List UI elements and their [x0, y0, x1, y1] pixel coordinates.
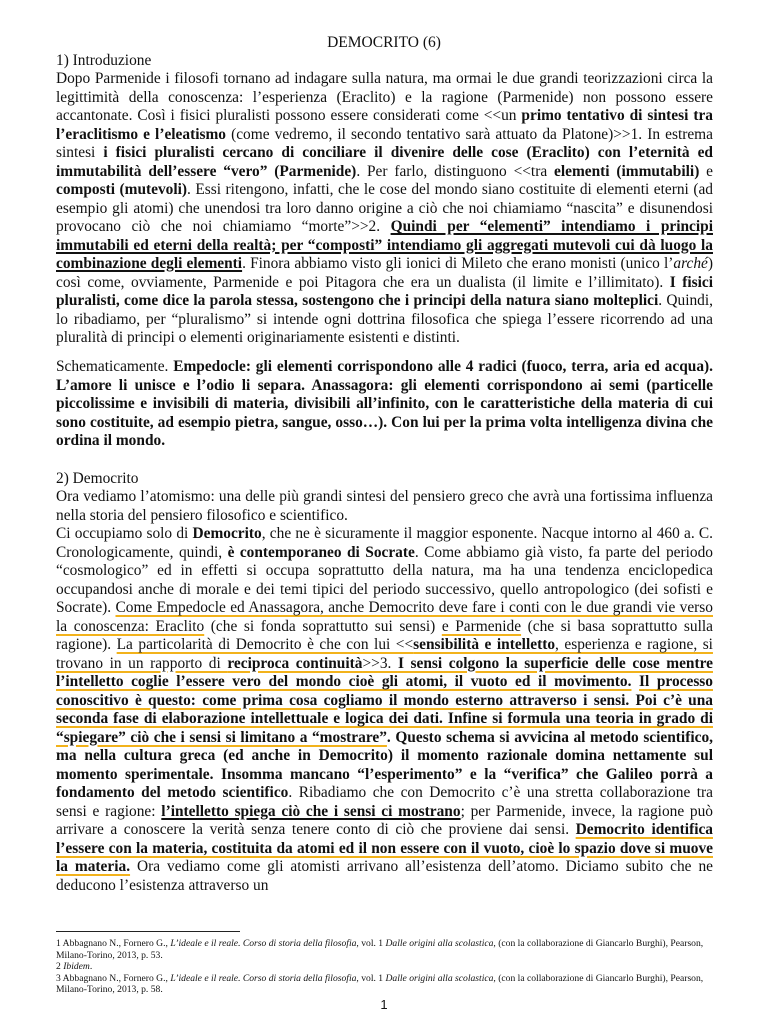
text-run: è contemporaneo di Socrate	[227, 543, 415, 561]
text-run: , (con la collaborazione di Giancarlo Burghi), Pearson, Milano-Torino, 2013, p. 53.	[56, 938, 704, 961]
text-run: . Come abbiamo già visto, fa parte del periodo “cosmologico” ed in effetti si occupa soprattutto della natura, ma ha una tendenza enciclopedica occupandosi anche di morale e dei temi tipici del periodo successivo, quello antropologico (dei sofisti e Socrate).	[56, 543, 713, 616]
text-run: primo tentativo di sintesi tra l’eraclitismo e l’eleatismo	[56, 107, 713, 143]
text-run: , (con la collaborazione di Giancarlo Burghi), Pearson, Milano-Torino, 2013, p. 58.	[56, 972, 704, 996]
footnote-2	[56, 961, 713, 973]
text-run: , che ne è sicuramente il maggior esponente. Nacque intorno al 460 a. C. Cronologicamente, quindi,	[56, 525, 713, 561]
text-run: elementi (immutabili)	[554, 162, 700, 180]
footnote-divider	[56, 931, 240, 932]
text-run: reciproca continuità	[227, 654, 363, 672]
section-1-paragraph-2	[56, 358, 713, 451]
text-run: . Ribadiamo che con Democrito c’è una stretta collaborazione tra sensi e ragione:	[56, 784, 714, 820]
text-run: I fisici pluralisti, come dice la parola stessa, sostengono che i principi della natura siano molteplici	[56, 273, 713, 309]
text-run: L’ideale e il reale. Corso di storia della filosofia	[170, 972, 357, 984]
text-run: , vol. 1	[356, 972, 386, 984]
section-2-paragraph-2	[56, 525, 713, 895]
page-title: DEMOCRITO (6)	[327, 34, 441, 51]
section-1-heading: 1) Introduzione	[56, 52, 152, 69]
text-run	[631, 673, 639, 690]
text-run: composti (mutevoli)	[56, 181, 188, 198]
text-run: i fisici pluralisti cercano di conciliare il divenire delle cose (Eraclito) con l’eternità ed immutabilità dell’essere “vero” (Parmenide)	[56, 144, 713, 180]
text-run: e Parmenide	[441, 617, 522, 635]
footnote-3	[56, 973, 713, 996]
section-1-paragraph-1	[56, 70, 713, 348]
footnote-1	[56, 938, 713, 961]
text-run: >>3.	[362, 654, 398, 672]
text-run: Dalle origini alla scolastica	[385, 972, 494, 984]
text-run: . Questo schema si avvicina al metodo scientifico, ma nella cultura greca (ed anche in Democrito) il momento razionale domina nettamente sul momento sperimentale. Insomma mancano “l’esperimento” e la “verifica” che Galileo porrà a fondamento del metodo scientifico	[56, 728, 713, 801]
text-run: Democrito	[192, 525, 262, 542]
text-run: 2	[56, 961, 64, 973]
text-run: . Per farlo, distinguono <<tra	[356, 162, 554, 180]
page-number: 1	[380, 997, 388, 1012]
footnotes	[56, 938, 713, 996]
text-run: Come Empedocle ed Anassagora, anche Democrito deve fare i conti con le due grandi vie verso la conoscenza: Eraclito	[56, 599, 713, 635]
text-run: arché	[673, 255, 708, 272]
text-run: . Quindi, lo ribadiamo, per “pluralismo” si intende ogni dottrina filosofica che spiega l’essere ricorrendo ad una pluralità di principi o elementi originariamente esistenti e distinti.	[56, 292, 714, 346]
text-run: l’intelletto spiega ciò che i sensi ci mostrano	[161, 802, 461, 820]
text-run: .	[89, 961, 93, 973]
text-run: ) così come, ovviamente, Parmenide e poi Pitagora che era un dualista (il limite e l’illimitato).	[56, 255, 714, 291]
text-run: I sensi colgono la superficie delle cose mentre l’intelletto coglie l’essere vero del mondo cioè gli atomi, il vuoto ed il movimento.	[56, 654, 713, 690]
text-run: 3 Abbagnano N., Fornero G.,	[56, 972, 171, 984]
text-run: Quindi per “elementi” intendiamo i principi immutabili ed eterni della realtà; per “composti” intendiamo gli aggregati mutevoli cui dà luogo la combinazione degli elementi	[56, 218, 713, 272]
text-run: Il processo conoscitivo è questo: come prima cosa cogliamo il mondo esterno attraverso i sensi. Poi c’è una seconda fase di elaborazione intellettuale e logica dei dati. Infine si formula una teoria in grado di “spiegare” ciò che i sensi si limitano a “mostrare”	[56, 673, 713, 746]
text-run: sensibilità e intelletto	[413, 636, 556, 653]
text-run: (che si basa soprattutto sulla ragione).	[56, 617, 713, 653]
text-run: , vol. 1	[356, 938, 386, 949]
text-run: (che si fonda soprattutto sui sensi)	[204, 617, 442, 635]
text-run: , esperienza e ragione, si trovano in un rapporto di	[56, 636, 713, 672]
text-run: Schematicamente.	[56, 358, 174, 375]
text-run: (come vedremo, il secondo tentativo sarà attuato da Platone)>>1. In estrema sintesi	[56, 125, 713, 161]
text-run: Dopo Parmenide i filosofi tornano ad indagare sulla natura, ma ormai le due grandi teorizzazioni circa la legittimità della conoscenza: l’esperienza (Eraclito) e la ragione (Parmenide) non possono essere accantonate. Così i fisici pluralisti possono essere considerati come <<un	[56, 70, 713, 124]
text-run: L’ideale e il reale. Corso di storia della filosofia	[170, 938, 357, 949]
text-run: ; per Parmenide, invece, la ragione può arrivare a conoscere la verità senza tenere conto di ciò che proviene dai sensi.	[56, 802, 714, 838]
text-run: Ci occupiamo solo di	[56, 525, 193, 542]
text-run: La particolarità di Democrito è che con lui <<	[116, 636, 414, 653]
text-run: e	[699, 162, 713, 180]
text-run: Ibidem	[63, 961, 90, 973]
section-2-paragraph-1	[56, 488, 713, 525]
text-run: . Essi ritengono, infatti, che le cose del mondo siano costituite di elementi eterni (ad esempio gli atomi) che unendosi tra loro danno origine a ciò che noi chiamiamo “nascita” e disunendosi provocano ciò che noi chiamiamo “morte”>>2.	[56, 181, 713, 235]
text-run: . Finora abbiamo visto gli ionici di Mileto che erano monisti (unico l’	[242, 255, 674, 272]
text-run: Democrito identifica l’essere con la materia, costituita da atomi ed il non essere con il vuoto, cioè lo spazio dove si muove la materia.	[56, 821, 713, 875]
section-2-heading: 2) Democrito	[56, 470, 139, 487]
text-run: Ora vediamo l’atomismo: una delle più grandi sintesi del pensiero greco che avrà una fortissima influenza nella storia del pensiero filosofico e scientifico.	[56, 488, 713, 524]
text-run: Empedocle: gli elementi corrispondono alle 4 radici (fuoco, terra, aria ed acqua). L’amore li unisce e l’odio li separa. Anassagora: gli elementi corrispondono ai semi (particelle piccolissime e invisibili di materia, divisibili all’infinito, con le caratteristiche della materia di cui sono costituite, ad esempio pietra, sangue, osso…). Con lui per la prima volta intelligenza divina che ordina il mondo.	[56, 358, 713, 449]
text-run: 1 Abbagnano N., Fornero G.,	[56, 938, 171, 949]
text-run: Dalle origini alla scolastica	[385, 938, 494, 949]
text-run: Ora vediamo come gli atomisti arrivano all’esistenza dell’atomo. Diciamo subito che ne deducono l’esistenza attraverso un	[56, 858, 713, 894]
